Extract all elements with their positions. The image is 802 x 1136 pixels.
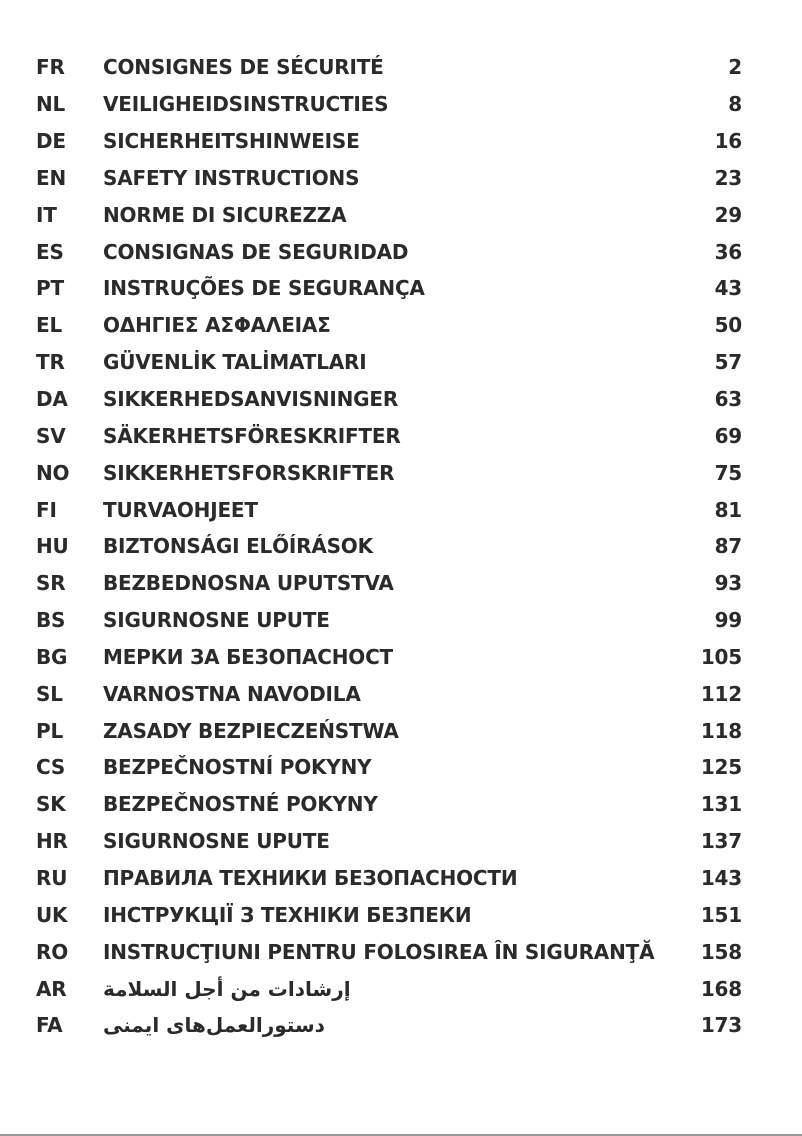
toc-row[interactable] [36, 381, 742, 418]
section-title: SÄKERHETSFÖRESKRIFTER [103, 423, 401, 448]
page-number: 50 [714, 313, 742, 338]
page-number: 151 [700, 902, 742, 927]
page-number: 81 [714, 497, 742, 522]
toc-row[interactable] [36, 602, 742, 639]
section-title: SIKKERHETSFORSKRIFTER [103, 460, 395, 485]
page-number: 173 [700, 1013, 742, 1038]
section-title: BIZTONSÁGI ELŐÍRÁSOK [103, 534, 373, 559]
page-number: 125 [700, 755, 742, 780]
toc-row[interactable] [36, 1007, 742, 1044]
toc-row[interactable] [36, 123, 742, 160]
section-title: SAFETY INSTRUCTIONS [103, 165, 360, 190]
section-title: ІНСТРУКЦІЇ З ТЕХНІКИ БЕЗПЕКИ [103, 902, 472, 927]
toc-row[interactable] [36, 344, 742, 381]
section-title: NORME DI SICUREZZA [103, 202, 347, 227]
page-number: 118 [700, 718, 742, 743]
language-code: EL [36, 313, 63, 338]
section-title: SIGURNOSNE UPUTE [103, 608, 330, 633]
language-code: FR [36, 55, 65, 80]
page-number: 105 [700, 644, 742, 669]
page-number: 99 [714, 608, 742, 633]
table-of-contents [36, 49, 742, 1044]
section-title: INSTRUCŢIUNI PENTRU FOLOSIREA ÎN SIGURANŢĂ [103, 939, 655, 964]
language-code: PL [36, 718, 64, 743]
toc-row[interactable] [36, 307, 742, 344]
page-number: 143 [700, 865, 742, 890]
toc-row[interactable] [36, 49, 742, 86]
section-title: CONSIGNES DE SÉCURITÉ [103, 55, 384, 80]
section-title: МЕРКИ ЗА БЕЗОПАСНОСТ [103, 644, 393, 669]
language-code: PT [36, 276, 64, 301]
toc-row[interactable] [36, 160, 742, 197]
toc-row[interactable] [36, 417, 742, 454]
language-code: HR [36, 829, 68, 854]
toc-row[interactable] [36, 823, 742, 860]
language-code: IT [36, 202, 57, 227]
page-number: 57 [714, 350, 742, 375]
toc-row[interactable] [36, 528, 742, 565]
page-number: 158 [700, 939, 742, 964]
language-code: ES [36, 239, 64, 264]
language-code: RU [36, 865, 68, 890]
section-title: SIGURNOSNE UPUTE [103, 829, 330, 854]
language-code: DE [36, 129, 66, 154]
toc-row[interactable] [36, 639, 742, 676]
section-title: CONSIGNAS DE SEGURIDAD [103, 239, 409, 264]
section-title: VEILIGHEIDSINSTRUCTIES [103, 92, 389, 117]
toc-row[interactable] [36, 270, 742, 307]
page-number: 2 [728, 55, 742, 80]
page-number: 29 [714, 202, 742, 227]
toc-row[interactable] [36, 896, 742, 933]
page-number: 93 [714, 571, 742, 596]
language-code: TR [36, 350, 65, 375]
section-title: ПРАВИЛА ТЕХНИКИ БЕЗОПАСНОСТИ [103, 865, 518, 890]
language-code: CS [36, 755, 66, 780]
language-code: RO [36, 939, 69, 964]
section-title: BEZPEČNOSTNÍ POKYNY [103, 755, 372, 780]
page-number: 87 [714, 534, 742, 559]
language-code: UK [36, 902, 68, 927]
toc-row[interactable] [36, 196, 742, 233]
language-code: FA [36, 1013, 63, 1038]
toc-row[interactable] [36, 675, 742, 712]
language-code: SV [36, 423, 66, 448]
toc-row[interactable] [36, 233, 742, 270]
language-code: AR [36, 976, 67, 1001]
section-title: GÜVENLİK TALİMATLARI [103, 350, 367, 375]
toc-row[interactable] [36, 786, 742, 823]
language-code: DA [36, 387, 68, 412]
section-title: SICHERHEITSHINWEISE [103, 129, 360, 154]
page-number: 168 [700, 976, 742, 1001]
toc-row[interactable] [36, 86, 742, 123]
toc-row[interactable] [36, 491, 742, 528]
section-title: دستورالعمل‌های ایمنی [103, 1013, 325, 1038]
language-code: FI [36, 497, 57, 522]
page-number: 131 [700, 792, 742, 817]
page-number: 75 [714, 460, 742, 485]
toc-row[interactable] [36, 933, 742, 970]
toc-row[interactable] [36, 749, 742, 786]
page-number: 137 [700, 829, 742, 854]
page-number: 16 [714, 129, 742, 154]
language-code: SL [36, 681, 63, 706]
language-code: BG [36, 644, 68, 669]
section-title: BEZPEČNOSTNÉ POKYNY [103, 792, 378, 817]
toc-row[interactable] [36, 860, 742, 897]
page-number: 69 [714, 423, 742, 448]
section-title: SIKKERHEDSANVISNINGER [103, 387, 399, 412]
section-title: BEZBEDNOSNA UPUTSTVA [103, 571, 394, 596]
toc-row[interactable] [36, 565, 742, 602]
page-number: 43 [714, 276, 742, 301]
section-title: ZASADY BEZPIECZEŃSTWA [103, 718, 399, 743]
page-number: 8 [728, 92, 742, 117]
page-number: 23 [714, 165, 742, 190]
page-number: 36 [714, 239, 742, 264]
section-title: TURVAOHJEET [103, 497, 258, 522]
section-title: إرشادات من أجل السلامة [103, 976, 351, 1001]
language-code: BS [36, 608, 66, 633]
language-code: EN [36, 165, 67, 190]
section-title: INSTRUÇÕES DE SEGURANÇA [103, 276, 425, 301]
language-code: HU [36, 534, 69, 559]
section-title: ΟΔΗΓΙΕΣ ΑΣΦΑΛΕΙΑΣ [103, 313, 331, 338]
page-number: 112 [700, 681, 742, 706]
language-code: SK [36, 792, 66, 817]
toc-row[interactable] [36, 712, 742, 749]
page-number: 63 [714, 387, 742, 412]
language-code: NL [36, 92, 66, 117]
language-code: SR [36, 571, 66, 596]
toc-row[interactable] [36, 970, 742, 1007]
toc-row[interactable] [36, 454, 742, 491]
section-title: VARNOSTNA NAVODILA [103, 681, 361, 706]
language-code: NO [36, 460, 70, 485]
